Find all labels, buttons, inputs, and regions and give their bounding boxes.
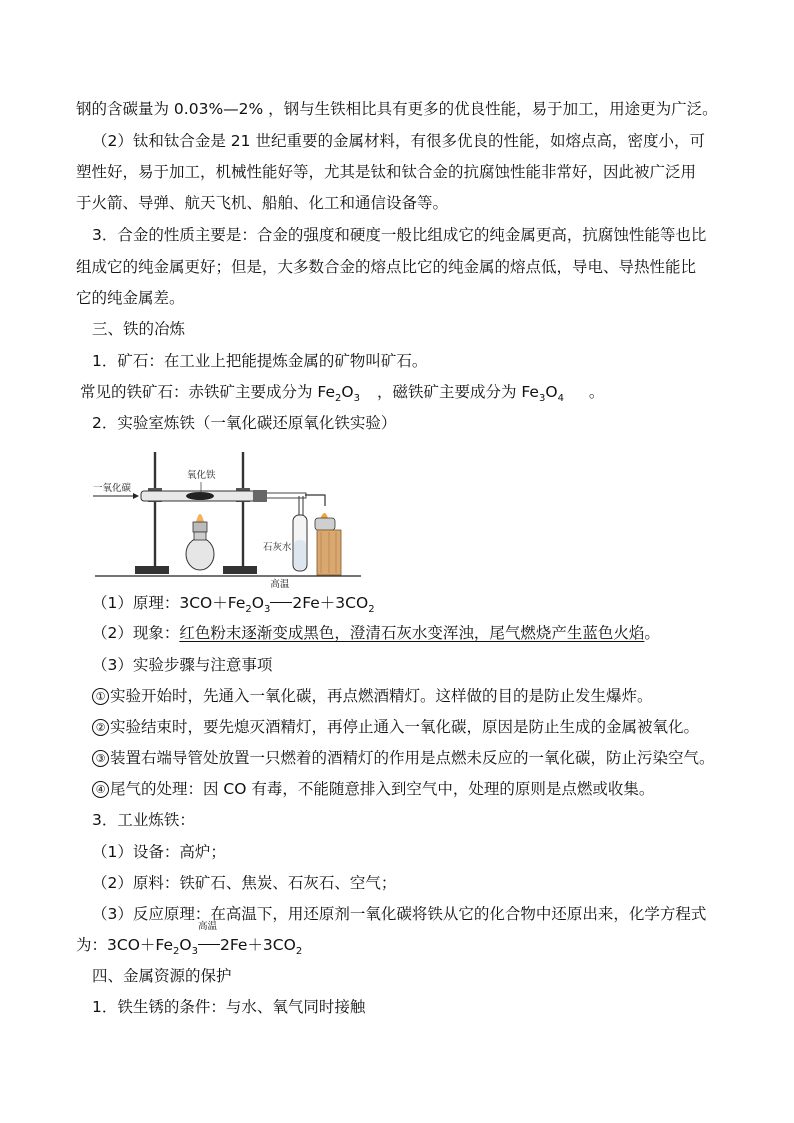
industrial-principle-2: 为：$3CO+Fe_2O_3$ 高温 $2Fe+3CO_2$ xyxy=(76,921,303,958)
step-number: ② xyxy=(92,719,109,736)
label-carbon-monoxide: 一氧化碳 xyxy=(93,483,132,494)
equation-principle: （1）原理：$3CO+Fe_2O_3$ 高温 $2Fe+3CO_2$ xyxy=(92,579,375,616)
step-2: ② 实验结束时，要先熄灭酒精灯，再停止通入一氧化碳，原因是防止生成的金属被氧化。 xyxy=(92,716,699,738)
section-heading-iron-smelting: 三、铁的冶炼 xyxy=(92,320,186,338)
paragraph-alloy-1: 3．合金的性质主要是：合金的强度和硬度一般比组成它的纯金属更高，抗腐蚀性能等也比 xyxy=(92,226,707,244)
co-reduction-apparatus-figure xyxy=(93,440,363,580)
reaction-condition: 高温 xyxy=(198,934,220,956)
paragraph-titanium-3: 于火箭、导弹、航天飞机、船舶、化工和通信设备等。 xyxy=(76,194,449,212)
label-iron-oxide: 氧化铁 xyxy=(187,470,216,481)
industrial-materials: （2）原料：铁矿石、焦炭、石灰石、空气； xyxy=(92,874,397,892)
paragraph-phenomenon: （2）现象：红色粉末逐渐变成黑色，澄清石灰水变浑浊，尾气燃烧产生蓝色火焰。 xyxy=(92,624,660,642)
section-heading-metal-resources: 四、金属资源的保护 xyxy=(92,967,232,985)
paragraph-rust-conditions: 1．铁生锈的条件：与水、氧气同时接触 xyxy=(92,998,366,1016)
industrial-smelting-title: 3．工业炼铁： xyxy=(92,811,195,829)
step-4: ④ 尾气的处理：因 CO 有毒，不能随意排入到空气中，处理的原则是点燃或收集。 xyxy=(92,778,654,800)
paragraph-titanium-2: 塑性好，易于加工，机械性能好等，尤其是钛和钛合金的抗腐蚀性能非常好，因此被广泛用 xyxy=(76,163,697,181)
label-limewater: 石灰水 xyxy=(263,542,292,553)
steps-title: （3）实验步骤与注意事项 xyxy=(92,656,273,674)
step-number: ③ xyxy=(92,750,109,767)
paragraph-alloy-2: 组成它的纯金属更好；但是，大多数合金的熔点比它的纯金属的熔点低，导电、导热性能比 xyxy=(76,258,697,276)
paragraph-alloy-3: 它的纯金属差。 xyxy=(76,289,185,307)
paragraph-lab-smelting: 2．实验室炼铁（一氧化碳还原氧化铁实验） xyxy=(92,414,397,432)
industrial-equipment: （1）设备：高炉； xyxy=(92,843,226,861)
paragraph-ore-definition: 1．矿石：在工业上把能提炼金属的矿物叫矿石。 xyxy=(92,352,428,370)
paragraph-titanium-1: （2）钛和钛合金是 21 世纪重要的金属材料，有很多优良的性能，如熔点高，密度小，可 xyxy=(92,132,705,150)
paragraph-iron-ores: 常见的铁矿石：赤铁矿主要成分为 $Fe_2O_3$ ，磁铁矿主要成分为 $Fe_3O_4$ 。 xyxy=(80,383,605,405)
step-1: ① 实验开始时，先通入一氧化碳，再点燃酒精灯。这样做的目的是防止发生爆炸。 xyxy=(92,685,653,707)
step-number: ④ xyxy=(92,781,109,798)
paragraph-steel-carbon: 钢的含碳量为 0.03%—2% ，钢与生铁相比具有更多的优良性能，易于加工，用途更为广泛。 xyxy=(76,100,718,118)
industrial-principle-1: （3）反应原理：在高温下，用还原剂一氧化碳将铁从它的化合物中还原出来，化学方程式 xyxy=(92,905,707,923)
step-3: ③ 装置右端导管处放置一只燃着的酒精灯的作用是点燃未反应的一氧化碳，防止污染空气。 xyxy=(92,747,715,769)
reaction-condition: 高温 xyxy=(270,592,292,614)
step-number: ① xyxy=(92,688,109,705)
